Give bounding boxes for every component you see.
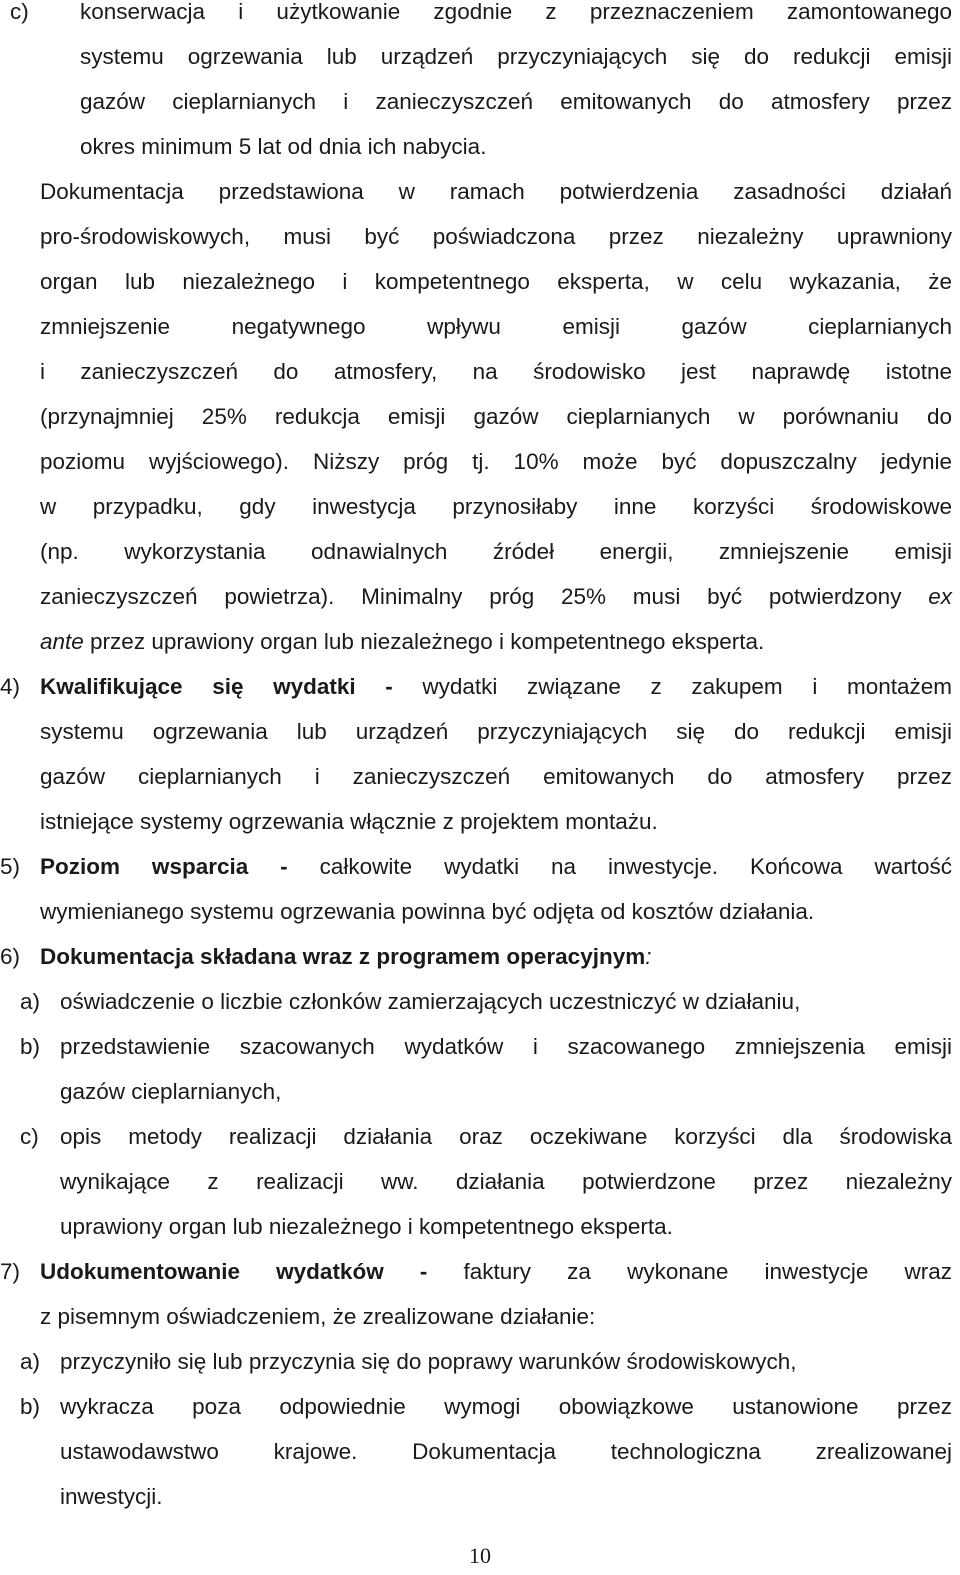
- item-4-heading: Kwalifikujące się wydatki -: [40, 674, 393, 699]
- item-7-line: [40, 1257, 952, 1287]
- item-c-line: systemu ogrzewania lub urządzeń przyczyniających się do redukcji emisji: [80, 44, 952, 69]
- item-6c-line: opis metody realizacji działania oraz oczekiwane korzyści dla środowiska: [60, 1124, 952, 1149]
- item-7a-line: przyczyniło się lub przyczynia się do poprawy warunków środowiskowych,: [60, 1349, 797, 1374]
- item-6-line: [40, 942, 952, 972]
- item-7-heading: Udokumentowanie wydatków -: [40, 1259, 428, 1284]
- item-6b-line: gazów cieplarnianych,: [60, 1079, 282, 1104]
- doc-paragraph-line: i zanieczyszczeń do atmosfery, na środowisko jest naprawdę istotne: [40, 359, 952, 384]
- item-6c-line: wynikające z realizacji ww. działania potwierdzone przez niezależny: [60, 1169, 952, 1194]
- doc-paragraph-text: zanieczyszczeń powietrza). Minimalny próg 25% musi być potwierdzony: [40, 584, 902, 609]
- doc-paragraph-line: [40, 582, 952, 612]
- item-6c-label: c): [20, 1124, 39, 1149]
- doc-paragraph-line: zmniejszenie negatywnego wpływu emisji gazów cieplarnianych: [40, 314, 952, 339]
- item-c-label: c): [10, 0, 29, 24]
- item-5-line: [40, 852, 952, 882]
- item-6c-line: uprawiony organ lub niezależnego i kompetentnego eksperta.: [60, 1214, 673, 1239]
- doc-paragraph-line: (przynajmniej 25% redukcja emisji gazów cieplarnianych w porównaniu do: [40, 404, 952, 429]
- item-6a-label: a): [20, 989, 41, 1014]
- item-4-line: systemu ogrzewania lub urządzeń przyczyniających się do redukcji emisji: [40, 719, 952, 744]
- item-4-line: gazów cieplarnianych i zanieczyszczeń emitowanych do atmosfery przez: [40, 764, 952, 789]
- doc-paragraph-line: Dokumentacja przedstawiona w ramach potwierdzenia zasadności działań: [40, 179, 952, 204]
- item-6-colon: :: [645, 944, 652, 969]
- item-7b-line: ustawodawstwo krajowe. Dokumentacja technologiczna zrealizowanej: [60, 1439, 952, 1464]
- item-4-line: [40, 672, 952, 702]
- item-7a-label: a): [20, 1349, 41, 1374]
- item-6-label: 6): [0, 944, 21, 969]
- doc-paragraph-italic: ante: [40, 629, 84, 654]
- item-5-heading: Poziom wsparcia -: [40, 854, 288, 879]
- doc-paragraph-line: pro-środowiskowych, musi być poświadczona przez niezależny uprawniony: [40, 224, 952, 249]
- item-6a-line: oświadczenie o liczbie członków zamierzających uczestniczyć w działaniu,: [60, 989, 801, 1014]
- item-7b-line: wykracza poza odpowiednie wymogi obowiązkowe ustanowione przez: [60, 1394, 952, 1419]
- item-5-text: całkowite wydatki na inwestycje. Końcowa wartość: [287, 854, 952, 879]
- page-number: 10: [469, 1543, 491, 1568]
- item-7-line: z pisemnym oświadczeniem, że zrealizowane działanie:: [40, 1304, 596, 1329]
- doc-paragraph-text: przez uprawiony organ lub niezależnego i kompetentnego eksperta.: [83, 629, 765, 654]
- item-7b-label: b): [20, 1394, 41, 1419]
- item-c-line: konserwacja i użytkowanie zgodnie z przeznaczeniem zamontowanego: [80, 0, 952, 24]
- item-6-heading: Dokumentacja składana wraz z programem operacyjnym: [40, 944, 646, 969]
- doc-paragraph-line: organ lub niezależnego i kompetentnego eksperta, w celu wykazania, że: [40, 269, 952, 294]
- item-7-text: faktury za wykonane inwestycje wraz: [427, 1259, 952, 1284]
- doc-paragraph-line: (np. wykorzystania odnawialnych źródeł energii, zmniejszenie emisji: [40, 539, 952, 564]
- item-6b-label: b): [20, 1034, 41, 1059]
- doc-paragraph-line: [40, 627, 952, 657]
- item-c-line: okres minimum 5 lat od dnia ich nabycia.: [80, 134, 487, 159]
- doc-paragraph-line: poziomu wyjściowego). Niższy próg tj. 10% może być dopuszczalny jedynie: [40, 449, 952, 474]
- item-4-label: 4): [0, 674, 21, 699]
- item-c-line: gazów cieplarnianych i zanieczyszczeń emitowanych do atmosfery przez: [80, 89, 952, 114]
- doc-paragraph-italic: ex: [928, 584, 952, 609]
- item-4-text: wydatki związane z zakupem i montażem: [392, 674, 952, 699]
- item-4-line: istniejące systemy ogrzewania włącznie z projektem montażu.: [40, 809, 658, 834]
- item-7-label: 7): [0, 1259, 21, 1284]
- item-5-line: wymienianego systemu ogrzewania powinna być odjęta od kosztów działania.: [40, 899, 815, 924]
- item-5-label: 5): [0, 854, 21, 879]
- item-6b-line: przedstawienie szacowanych wydatków i szacowanego zmniejszenia emisji: [60, 1034, 952, 1059]
- doc-paragraph-line: w przypadku, gdy inwestycja przynosiłaby inne korzyści środowiskowe: [40, 494, 952, 519]
- item-7b-line: inwestycji.: [60, 1484, 163, 1509]
